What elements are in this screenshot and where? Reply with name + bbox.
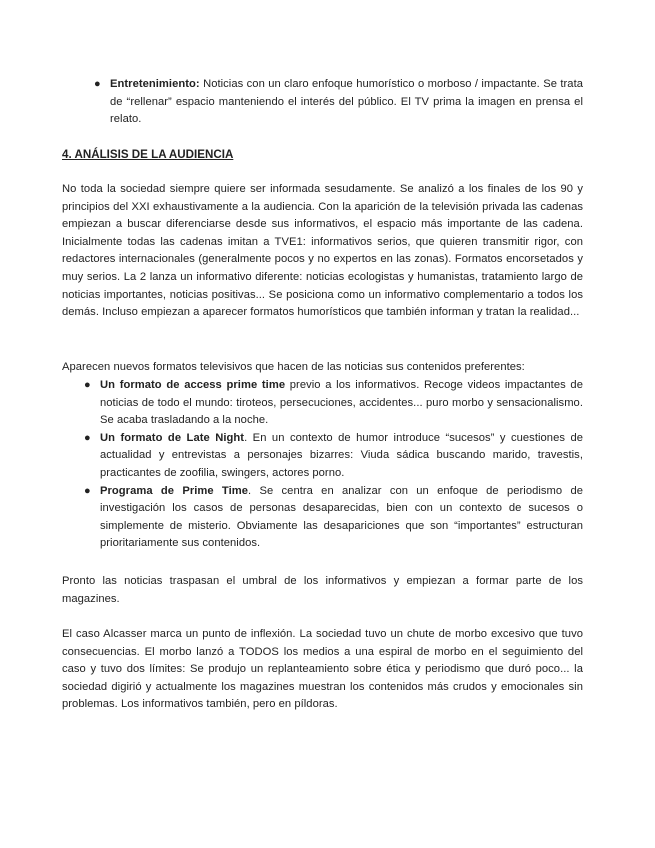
bullet-icon: ●: [84, 484, 91, 497]
list-item-bold: Entretenimiento:: [110, 78, 200, 90]
bullet-icon: ●: [84, 379, 91, 391]
list-item-bold: Un formato de access prime time: [100, 379, 286, 391]
paragraph: El caso Alcasser marca un punto de inflexión. La sociedad tuvo un chute de morbo excesivo que tuvo consecuencias. El morbo lanzó a TODOS los medios a una espiral de morbo en el seguimiento del caso y tuvo dos límites: Se produjo un replanteamiento sobre ética y periodismo que duró poco... la sociedad digirió y actualmente los magazines muestran los contenidos más crudos y emocionales sin problemas. Los informativos también, pero en píldoras.: [62, 628, 583, 711]
list-item-text: . Se centra en analizar con un enfoque de periodismo de investigación los casos de personas desaparecidas, bien con un contexto de sucesos o simplemente de misterio. Obviamente las desapariciones que son “importantes” estructuran prioritariamente sus contenidos.: [100, 484, 583, 550]
bullet-icon: ●: [94, 78, 101, 90]
section-heading: 4. ANÁLISIS DE LA AUDIENCIA: [62, 148, 234, 161]
bullet-list-top: [94, 76, 583, 129]
list-item-bold: Un formato de Late Night: [100, 431, 245, 444]
bullet-icon: ●: [84, 431, 91, 444]
list-item: [94, 76, 583, 129]
paragraph-intro: Aparecen nuevos formatos televisivos que hacen de las noticias sus contenidos preferentes:: [62, 361, 525, 373]
list-item-text: Noticias con un claro enfoque humorístico o morboso / impactante. Se trata de “rellenar” espacio manteniendo el interés del público. El TV prima la imagen en prensa el relato.: [110, 78, 583, 126]
list-item: [84, 377, 583, 430]
paragraph: Pronto las noticias traspasan el umbral de los informativos y empiezan a formar parte de los magazines.: [62, 575, 583, 605]
bullet-list-formats: [84, 377, 583, 553]
list-item: [84, 430, 583, 483]
paragraph: No toda la sociedad siempre quiere ser informada sesudamente. Se analizó a los finales de los 90 y principios del XXI exhaustivamente a la audiencia. Con la aparición de la televisión privada las cadenas empiezan a buscar diferenciarse desde sus informativos, el espacio más importante de las cadena. Inicialmente todas las cadenas imitan a TVE1: informativos serios, que quieren transmitir rigor, con redactores internacionales (generalmente pocos y no expertos en las zonas). Formatos encorsetados y muy serios. La 2 lanza un informativo diferente: noticias ecologistas y humanistas, tratamiento largo de noticias importantes, noticias positivas... Se posiciona como un informativo complementario a todos los demás. Incluso empiezan a aparecer formatos humorísticos que también informan y tratan la realidad...: [62, 183, 583, 319]
list-item-bold: Programa de Prime Time: [100, 484, 249, 497]
list-item-text: . En un contexto de humor introduce “sucesos” y cuestiones de actualidad y entrevistas a personajes bizarres: Viuda sádica buscando marido, travestis, practicantes de zoofilia, swingers, actores porno.: [100, 431, 583, 479]
list-item: [84, 483, 583, 553]
list-item-text: previo a los informativos. Recoge videos impactantes de noticias de todo el mundo: tiroteos, persecuciones, accidentes... puro morbo y sensacionalismo. Se acaba trasladando a la noche.: [100, 379, 583, 427]
